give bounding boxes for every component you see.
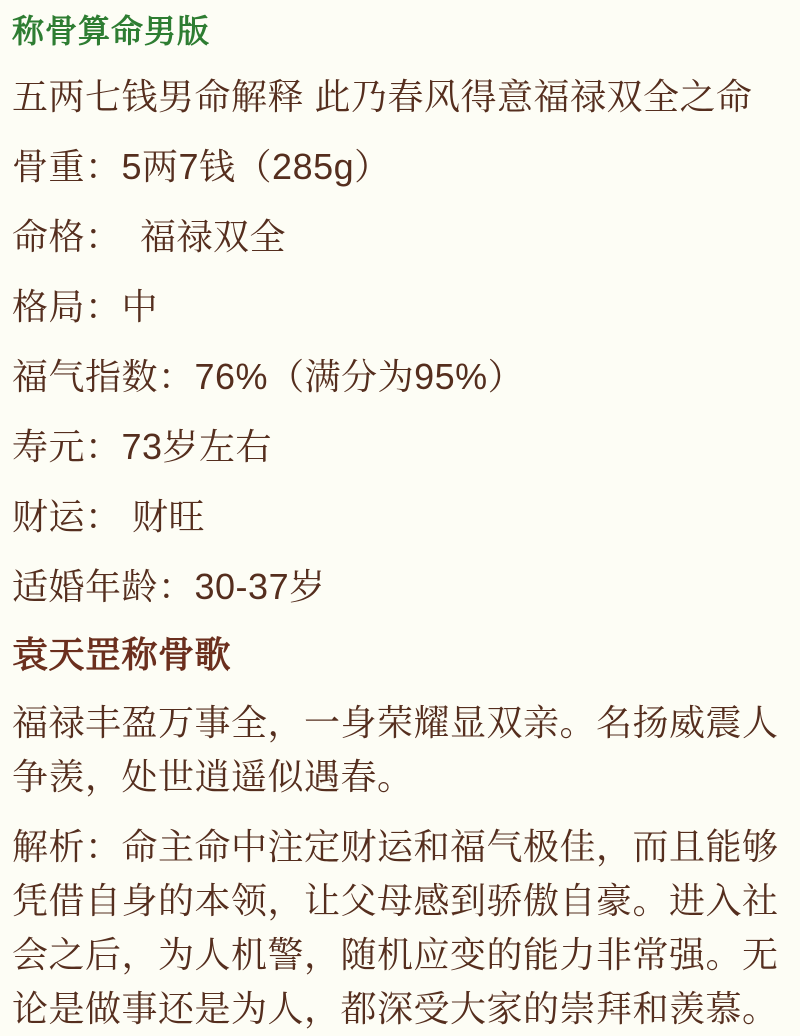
attribute-value: 76%（满分为95%） [194, 356, 525, 397]
attribute-row-lifespan [12, 420, 788, 474]
attribute-value: 财旺 [121, 496, 206, 537]
analysis-text: 解析：命主命中注定财运和福气极佳，而且能够凭借自身的本领，让父母感到骄傲自豪。进入社会之后，为人机警，随机应变的能力非常强。无论是做事还是为人，都深受大家的崇拜和羡慕。 [12, 826, 779, 1029]
attribute-row-marriage-age [12, 560, 788, 614]
subtitle: 五两七钱男命解释 此乃春风得意福禄双全之命 [12, 76, 753, 117]
page-title: 称骨算命男版 [12, 13, 211, 49]
attribute-row-bone-weight [12, 140, 788, 194]
attribute-label: 寿元： [12, 426, 122, 467]
attribute-row-wealth [12, 490, 788, 544]
attribute-value: 5两7钱（285g） [121, 146, 391, 187]
attribute-row-destiny-type [12, 210, 788, 264]
attribute-value: 30-37岁 [194, 566, 326, 607]
attribute-label: 命格： [12, 216, 104, 257]
attribute-label: 财运： [12, 496, 122, 537]
attribute-row-pattern [12, 280, 788, 334]
attribute-label: 福气指数： [12, 356, 195, 397]
attribute-label: 骨重： [12, 146, 122, 187]
attribute-value: 中 [121, 286, 159, 327]
attribute-row-fortune-index [12, 350, 788, 404]
song-text: 福禄丰盈万事全，一身荣耀显双亲。名扬威震人争羡，处世逍遥似遇春。 [12, 702, 779, 797]
song-heading: 袁天罡称骨歌 [12, 634, 232, 675]
attribute-value: 福禄双全 [103, 216, 287, 257]
attribute-value: 73岁左右 [121, 426, 273, 467]
attribute-label: 格局： [12, 286, 122, 327]
attribute-label: 适婚年龄： [12, 566, 195, 607]
